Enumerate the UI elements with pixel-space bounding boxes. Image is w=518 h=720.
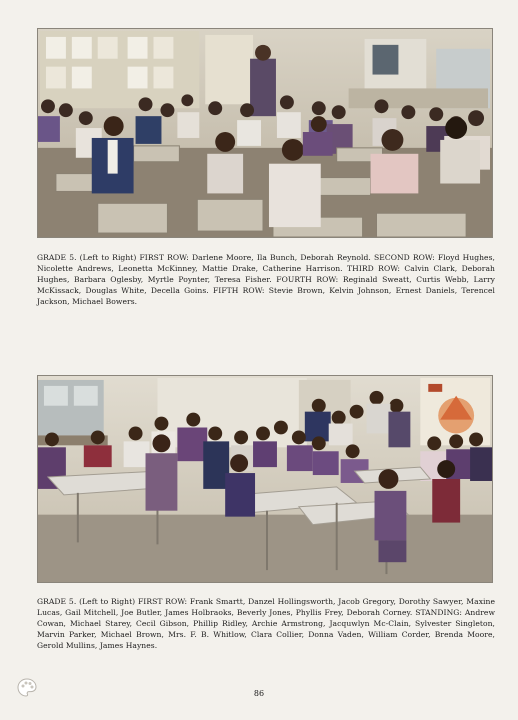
class-photo-top-image <box>38 29 492 237</box>
photo-caption-top: GRADE 5. (Left to Right) FIRST ROW: Darlene Moore, Ila Bunch, Deborah Reynold. SECOND ROW: Floyd Hughes, Nicolette Andrews, Leonetta McKinney, Mattie Drake, Catherine Harrison. THIRD ROW: Calvin Clark, Deborah Hughes, Barbara Oglesby, Myrtle Poynter, Teresa Fisher. FOURTH ROW: Reginald Sweatt, Curtis Webb, Larry McKissack, Douglas White, Decella Goins. FIFTH ROW: Stevie Brown, Kelvin Johnson, Ernest Daniels, Terencel Jackson, Michael Bowers. <box>37 253 495 306</box>
class-photo-bottom-image <box>38 376 492 582</box>
page-number: 86 <box>253 689 265 698</box>
class-photo-top <box>37 28 493 238</box>
photo-caption-bottom: GRADE 5. (Left to Right) FIRST ROW: Frank Smartt, Danzel Hollingsworth, Jacob Gregory, Dorothy Sawyer, Maxine Lucas, Gail Mitchell, Joe Butler, James Holbraoks, Beverly Jones, Phyllis Frey, Deborah Corney. STANDING: Andrew Cowan, Michael Starey, Cecil Gibson, Phillip Ridley, Archie Armstrong, Jacquwlyn Mc-Clain, Sylvester Singleton, Marvin Parker, Michael Brown, Mrs. F. B. Whitlow, Clara Collier, Donna Vaden, William Corder, Brenda Moore, Gerold Mullins, James Haynes. <box>37 597 495 650</box>
class-photo-bottom <box>37 375 493 583</box>
palette-icon[interactable] <box>16 677 38 699</box>
